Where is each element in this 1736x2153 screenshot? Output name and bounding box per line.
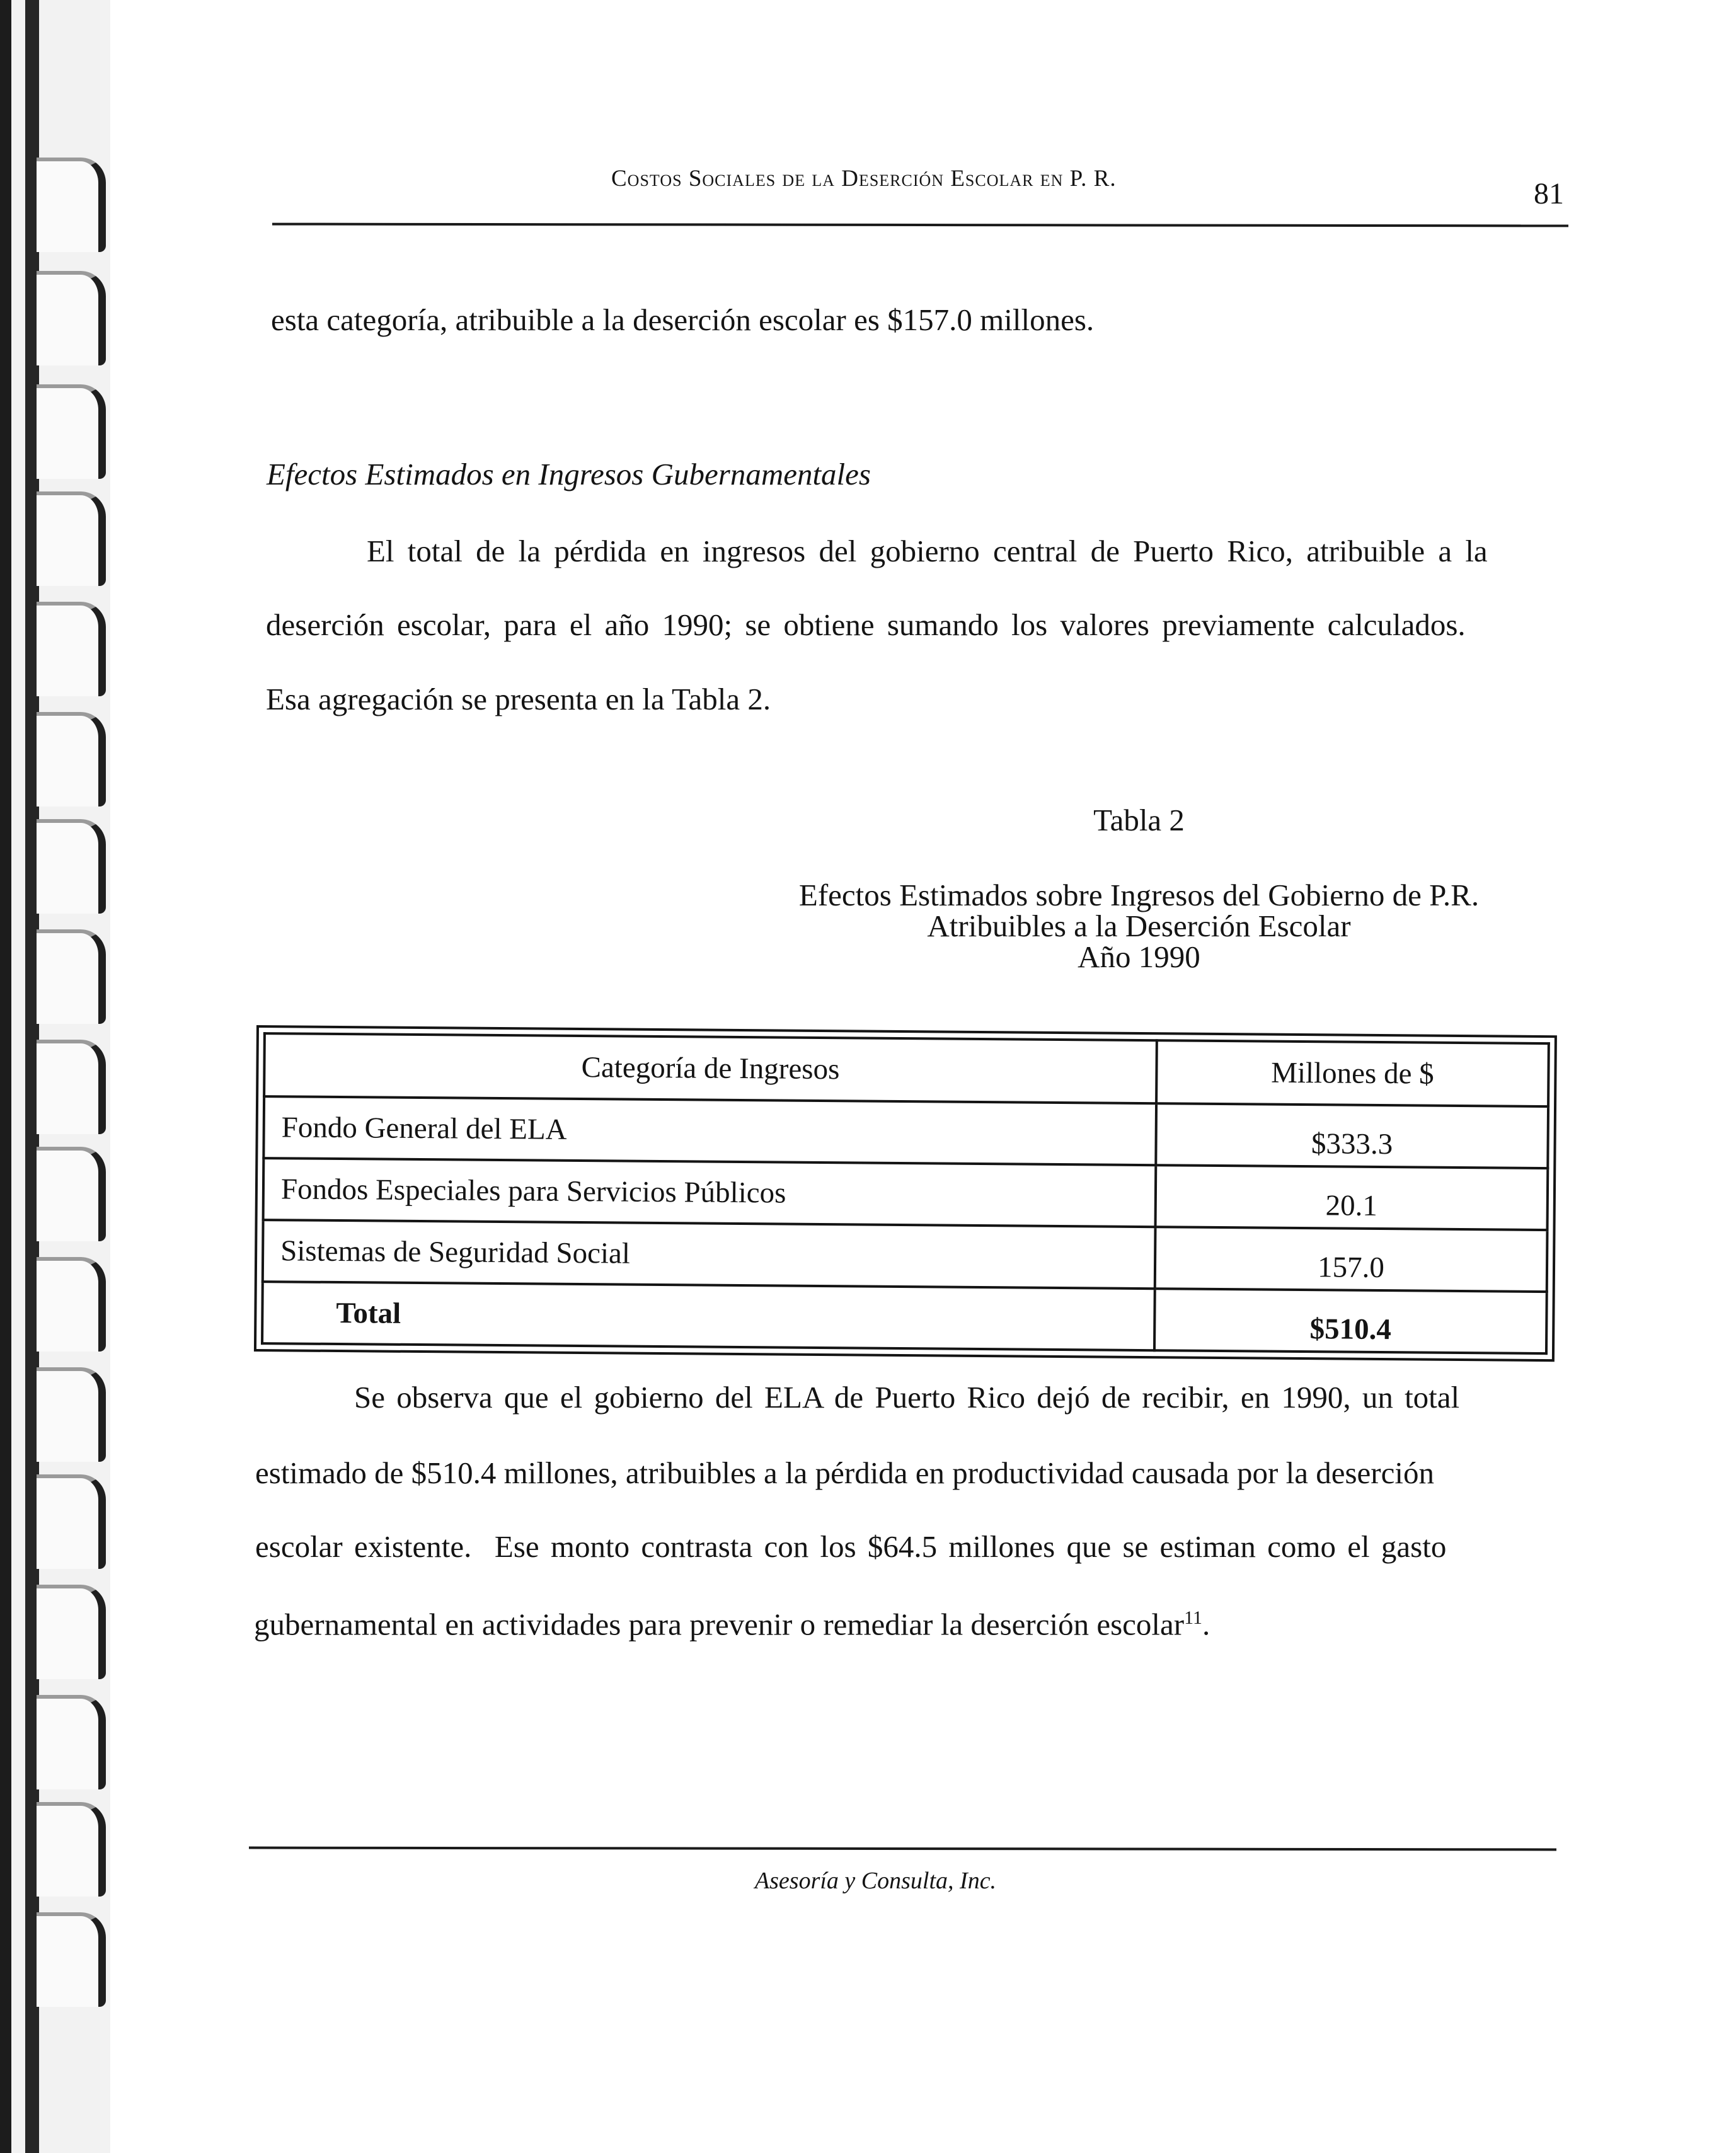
binding-coil <box>37 1040 106 1134</box>
binding-coil <box>37 1367 106 1462</box>
binding-coil <box>37 602 106 696</box>
body-line-text: gubernamental en actividades para prevenir o remediar la deserción escolar <box>254 1607 1185 1642</box>
footer-text: Asesoría y Consulta, Inc. <box>754 1868 997 1894</box>
table-row <box>263 1158 1548 1230</box>
body-line: El total de la pérdida en ingresos del gobierno central de Puerto Rico, atribuible a la <box>367 534 1488 568</box>
binding-coil <box>37 1695 106 1789</box>
footer-rule <box>249 1847 1556 1851</box>
row-value: $333.3 <box>1156 1103 1548 1168</box>
body-line: Se observa que el gobierno del ELA de Puerto Rico dejó de recibir, en 1990, un total <box>354 1380 1460 1415</box>
table-label: Tabla 2 <box>1093 803 1185 837</box>
table-header-row <box>264 1033 1549 1106</box>
binding-coil <box>37 712 106 807</box>
binding-coil <box>37 1585 106 1679</box>
binding-coil <box>37 1474 106 1569</box>
page-number: 81 <box>1534 177 1564 210</box>
table-row <box>263 1220 1548 1292</box>
spiral-binding <box>0 0 110 2153</box>
header-rule <box>272 223 1568 227</box>
row-category: Fondos Especiales para Servicios Públicos <box>263 1158 1156 1227</box>
table-title-line: Año 1990 <box>1078 939 1200 974</box>
footer <box>0 1867 1736 1895</box>
body-line-end: . <box>1202 1607 1210 1642</box>
binding-spine <box>0 0 11 2153</box>
binding-coil <box>37 158 106 252</box>
row-category: Sistemas de Seguridad Social <box>263 1220 1156 1289</box>
column-header-category: Categoría de Ingresos <box>264 1033 1157 1103</box>
body-line <box>254 1607 1210 1642</box>
binding-coil <box>37 271 106 365</box>
revenue-table <box>254 1025 1557 1362</box>
body-line: esta categoría, atribuible a la deserción escolar es $157.0 millones. <box>271 302 1095 337</box>
table-row <box>263 1096 1548 1168</box>
binding-coil <box>37 384 106 479</box>
total-label: Total <box>262 1282 1155 1350</box>
column-header-value: Millones de $ <box>1156 1040 1549 1106</box>
binding-coil <box>37 1147 106 1241</box>
table-title-line: Atribuibles a la Deserción Escolar <box>927 909 1351 943</box>
binding-coil <box>37 1257 106 1352</box>
binding-coil <box>37 491 106 586</box>
body-line: deserción escolar, para el año 1990; se obtiene sumando los valores previamente calculados. <box>266 607 1466 642</box>
revenue-table-grid <box>261 1032 1550 1355</box>
section-heading: Efectos Estimados en Ingresos Gubernamentales <box>267 457 871 491</box>
binding-coil <box>37 1912 106 2007</box>
table-total-row <box>262 1282 1547 1353</box>
running-title: Costos Sociales de la Deserción Escolar en P. R. <box>611 166 1117 192</box>
body-line: escolar existente. Ese monto contrasta con los $64.5 millones que se estiman como el gasto <box>255 1529 1447 1564</box>
row-value: 157.0 <box>1155 1227 1548 1292</box>
body-line: Esa agregación se presenta en la Tabla 2. <box>266 682 771 716</box>
total-value: $510.4 <box>1154 1289 1547 1353</box>
row-value: 20.1 <box>1156 1165 1548 1230</box>
row-category: Fondo General del ELA <box>263 1096 1156 1165</box>
table-title <box>0 880 1736 972</box>
table-title-line: Efectos Estimados sobre Ingresos del Gobierno de P.R. <box>798 878 1480 912</box>
body-line: estimado de $510.4 millones, atribuibles a la pérdida en productividad causada por la deserción <box>255 1455 1434 1490</box>
footnote-reference: 11 <box>1184 1607 1202 1628</box>
